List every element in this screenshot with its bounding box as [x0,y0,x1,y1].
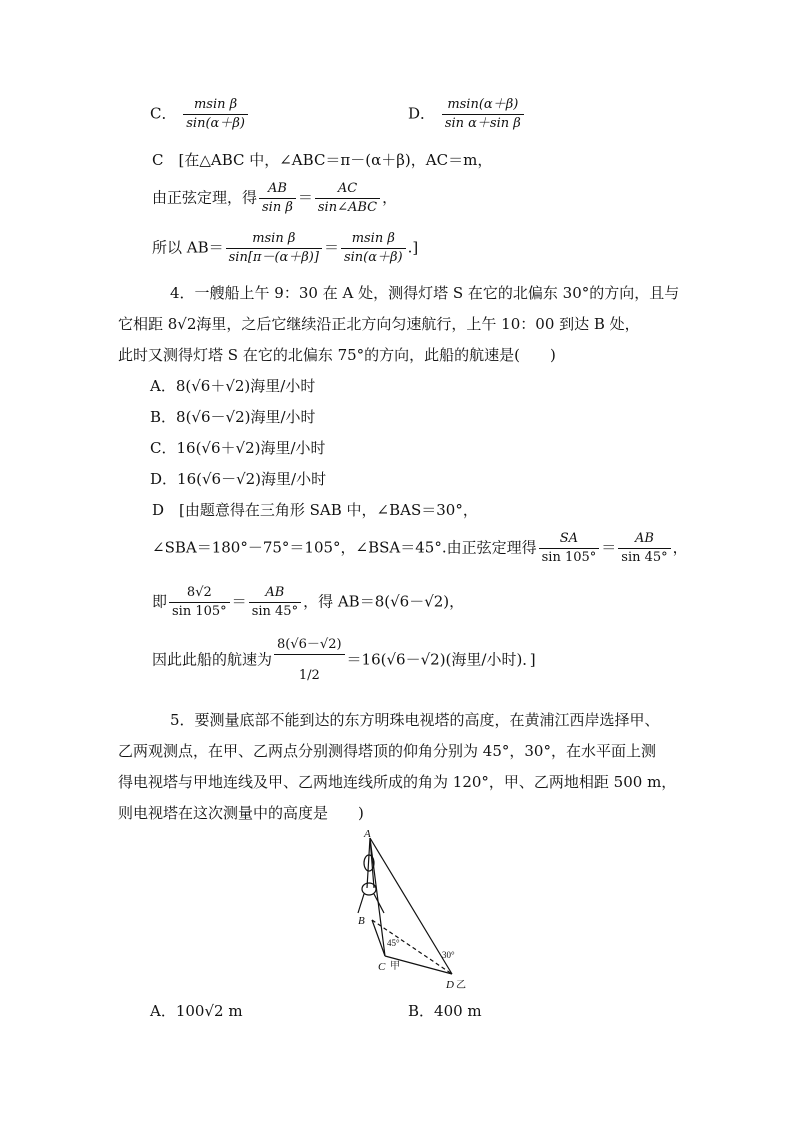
solution4-line2: ∠SBA＝180°－75°＝105°，∠BSA＝45°.由正弦定理得 $\frac{SA}{\sin 105^\circ}$ ＝ $\frac{AB}{\sin 45^\circ}$ ， [152,531,688,565]
solution4-line3: 即 $\frac{8√2}{\sin 105^\circ}$ ＝ $\frac{AB}{\sin 45^\circ}$ ，得 AB＝8(√6－√2)， [152,585,465,619]
q4-option-c: C．16(√6＋√2)海里/小时 [150,439,326,457]
tower-line [367,838,370,888]
angle-30-label: 30° [442,950,455,960]
line-AC [370,838,385,956]
tower-figure [340,828,510,998]
option-d-label: D． [408,104,436,123]
label-yi: 乙 [456,980,466,991]
q4-option-b: B．8(√6－√2)海里/小时 [150,408,316,426]
solution4-line1: D [由题意得在三角形 SAB 中，∠BAS＝30°， [152,501,478,519]
q5-line2: 乙两观测点，在甲、乙两点分别测得塔顶的仰角分别为 45°，30°，在水平面上测 [118,742,656,760]
solution3-line1: C [在△ABC 中，∠ABC＝π－(α＋β)，AC＝m， [152,151,493,169]
label-jia: 甲 [390,961,400,972]
q5-line3: 得电视塔与甲地连线及甲、乙两地连线所成的角为 120°，甲、乙两地相距 500 m， [118,773,677,791]
tower-sphere [362,883,376,895]
q5-option-b: B．400 m [408,1002,482,1020]
solution4-line4: 因此此船的航速为 $\frac{8(√6-√2)}{1/2}$ ＝16(√6－√2)(海里/小时)．] [152,637,536,683]
option-d-fraction: $\frac{msin(\alpha+\beta)}{\text{sin α＋sin β}}$ [442,96,524,133]
option-d [408,96,526,133]
solution3-line2: 由正弦定理，得 $\frac{AB}{\text{sin β}}$ ＝ $\frac{AC}{\text{sin∠ABC}}$ ， [152,181,398,215]
q5-option-a: A．100√2 m [150,1002,243,1020]
q4-line2: 它相距 8√2海里，之后它继续沿正北方向匀速航行，上午 10：00 到达 B 处， [118,315,640,333]
label-B: B [358,915,365,927]
option-c-fraction: $\frac{\text{msin β}}{\sin(\alpha+\beta)}$ [183,96,248,133]
angle-45-label: 45° [387,938,400,948]
label-D: D [446,979,454,991]
option-c-label: C． [150,104,177,123]
label-A: A [364,828,371,840]
q4-line1: 4．一艘船上午 9：30 在 A 处，测得灯塔 S 在它的北偏东 30°的方向，且与 [170,284,680,302]
option-c [150,96,250,133]
label-C: C [378,961,386,973]
solution3-line3: 所以 AB＝ $\frac{\text{msin β}}{\sin[\pi-(\alpha+\beta)]}$ ＝ $\frac{\text{msin β}}{\sin(\alpha+\beta)}$ .] [152,231,419,265]
q4-line3: 此时又测得灯塔 S 在它的北偏东 75°的方向，此船的航速是( ) [118,346,556,364]
q4-option-d: D．16(√6－√2)海里/小时 [150,470,327,488]
line-AD [370,838,452,974]
tower-leg [358,894,364,913]
q5-line4: 则电视塔在这次测量中的高度是 ) [118,804,364,822]
q4-option-a: A．8(√6＋√2)海里/小时 [150,377,316,395]
q5-line1: 5．要测量底部不能到达的东方明珠电视塔的高度，在黄浦江西岸选择甲、 [170,711,660,729]
